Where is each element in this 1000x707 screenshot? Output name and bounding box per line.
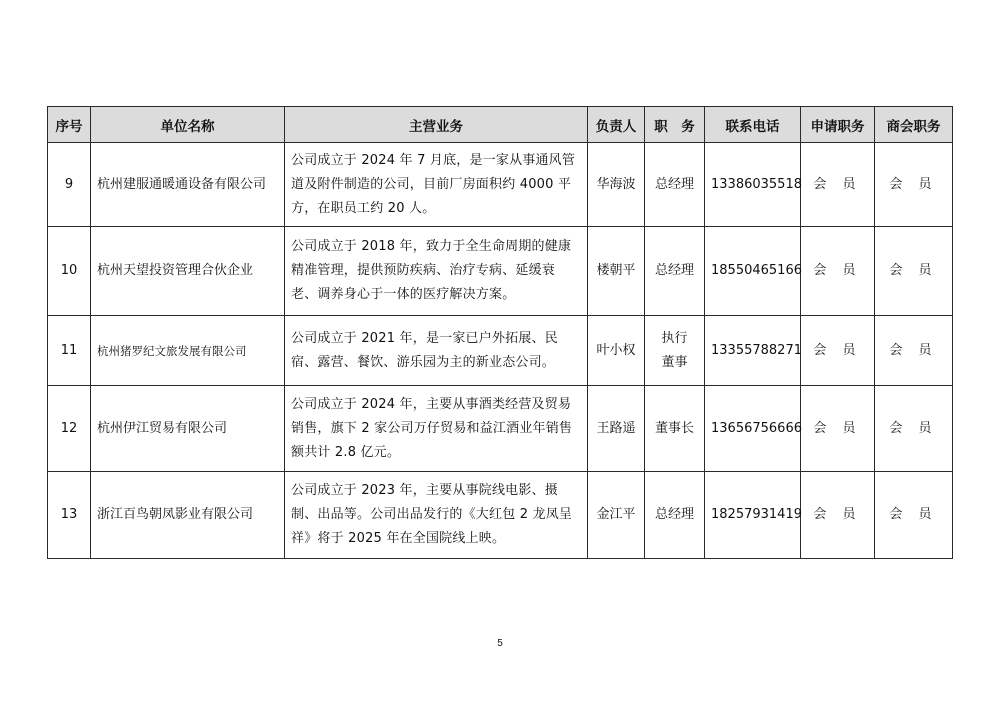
page-number: 5 <box>497 638 503 649</box>
header-chamber-position: 商会职务 <box>875 107 953 143</box>
cell-phone: 13355788271 <box>705 316 801 386</box>
cell-apply-position: 会 员 <box>801 472 875 559</box>
cell-no: 11 <box>48 316 91 386</box>
cell-person: 楼朝平 <box>588 227 645 316</box>
table-row <box>48 472 953 559</box>
cell-person: 叶小权 <box>588 316 645 386</box>
cell-unit-name: 杭州建服通暖通设备有限公司 <box>91 143 285 227</box>
cell-phone: 18550465166 <box>705 227 801 316</box>
cell-phone: 13386035518 <box>705 143 801 227</box>
cell-no: 13 <box>48 472 91 559</box>
cell-business: 公司成立于 2024 年，主要从事酒类经营及贸易销售，旗下 2 家公司万仔贸易和益江酒业年销售额共计 2.8 亿元。 <box>285 386 588 472</box>
cell-chamber-position: 会 员 <box>875 386 953 472</box>
cell-title: 总经理 <box>645 143 705 227</box>
cell-unit-name: 杭州伊江贸易有限公司 <box>91 386 285 472</box>
cell-title: 总经理 <box>645 472 705 559</box>
cell-phone: 13656756666 <box>705 386 801 472</box>
cell-title <box>645 316 705 386</box>
cell-person: 金江平 <box>588 472 645 559</box>
cell-business: 公司成立于 2024 年 7 月底，是一家从事通风管道及附件制造的公司，目前厂房面积约 4000 平方，在职员工约 20 人。 <box>285 143 588 227</box>
table-row <box>48 143 953 227</box>
cell-chamber-position: 会 员 <box>875 143 953 227</box>
cell-no: 12 <box>48 386 91 472</box>
cell-apply-position: 会 员 <box>801 316 875 386</box>
table-row <box>48 227 953 316</box>
table-row <box>48 316 953 386</box>
cell-unit-name: 杭州猪罗纪文旅发展有限公司 <box>91 316 285 386</box>
cell-person: 华海波 <box>588 143 645 227</box>
cell-chamber-position: 会 员 <box>875 227 953 316</box>
member-table <box>47 106 953 559</box>
cell-phone: 18257931419 <box>705 472 801 559</box>
cell-apply-position: 会 员 <box>801 143 875 227</box>
cell-person: 王路遥 <box>588 386 645 472</box>
header-business: 主营业务 <box>285 107 588 143</box>
cell-business: 公司成立于 2023 年，主要从事院线电影、摄制、出品等。公司出品发行的《大红包 2 龙凤呈祥》将于 2025 年在全国院线上映。 <box>285 472 588 559</box>
cell-title: 董事长 <box>645 386 705 472</box>
header-unit-name: 单位名称 <box>91 107 285 143</box>
header-title: 职 务 <box>645 107 705 143</box>
cell-chamber-position: 会 员 <box>875 316 953 386</box>
table-row <box>48 386 953 472</box>
cell-unit-name: 浙江百鸟朝凤影业有限公司 <box>91 472 285 559</box>
cell-apply-position: 会 员 <box>801 227 875 316</box>
cell-no: 10 <box>48 227 91 316</box>
header-apply-position: 申请职务 <box>801 107 875 143</box>
table-header-row <box>48 107 953 143</box>
cell-unit-name: 杭州天望投资管理合伙企业 <box>91 227 285 316</box>
header-phone: 联系电话 <box>705 107 801 143</box>
cell-apply-position: 会 员 <box>801 386 875 472</box>
cell-title: 总经理 <box>645 227 705 316</box>
cell-business: 公司成立于 2018 年，致力于全生命周期的健康精准管理，提供预防疾病、治疗专病、延缓衰老、调养身心于一体的医疗解决方案。 <box>285 227 588 316</box>
header-person: 负责人 <box>588 107 645 143</box>
header-no: 序号 <box>48 107 91 143</box>
cell-title-line-2: 董事 <box>661 354 688 370</box>
cell-chamber-position: 会 员 <box>875 472 953 559</box>
cell-business: 公司成立于 2021 年，是一家已户外拓展、民宿、露营、餐饮、游乐园为主的新业态公司。 <box>285 316 588 386</box>
cell-no: 9 <box>48 143 91 227</box>
cell-title-line-1: 执行 <box>661 330 688 346</box>
